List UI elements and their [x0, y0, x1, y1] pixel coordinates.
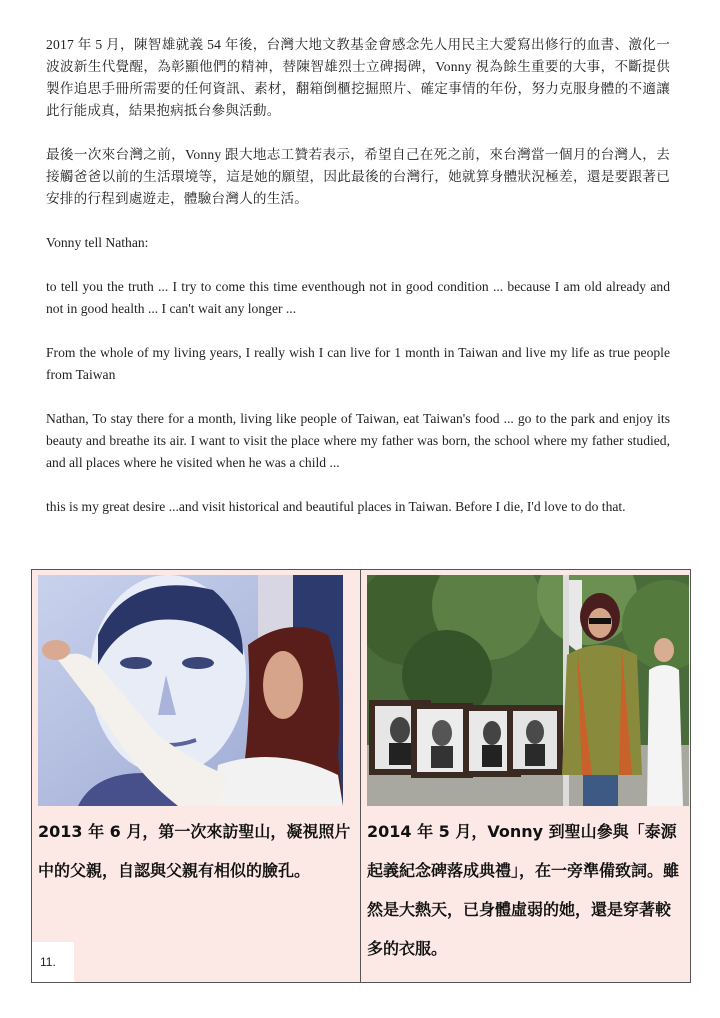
caption-right: 2014 年 5 月，Vonny 到聖山參與「泰源起義紀念碑落成典禮」，在一旁準備致詞。雖然是大熱天，已身體虛弱的她，還是穿著較多的衣服。: [367, 822, 680, 958]
photo-portrait-wall-image: [38, 575, 343, 806]
paragraph-7: this is my great desire ...and visit historical and beautiful places in Taiwan. Before I die, I'd love to do that.: [46, 499, 626, 514]
page-number: 11.: [32, 942, 74, 982]
photo-cell-right: [361, 570, 690, 982]
paragraph-5: From the whole of my living years, I really wish I can live for 1 month in Taiwan and live my life as true people from Taiwan: [46, 345, 670, 382]
photo-ceremony: [367, 575, 689, 806]
photo-cell-left: [32, 570, 361, 982]
paragraph-4: to tell you the truth ... I try to come this time eventhough not in good condition ... because I am old already and not in good health ... I can't wait any longer ...: [46, 279, 670, 316]
paragraph-2: 最後一次來台灣之前，Vonny 跟大地志工贊若表示，希望自己在死之前，來台灣當一個月的台灣人，去接觸爸爸以前的生活環境等，這是她的願望，因此最後的台灣行，她就算身體狀況極差，還是要跟著已安排的行程到處遊走，體驗台灣人的生活。: [46, 147, 670, 206]
photo-ceremony-image: [367, 575, 689, 806]
caption-left: 2013 年 6 月，第一次來訪聖山，凝視照片中的父親，自認與父親有相似的臉孔。: [38, 822, 351, 880]
paragraph-1: 2017 年 5 月，陳智雄就義 54 年後，台灣大地文教基金會感念先人用民主大愛寫出修行的血書、激化一波波新生代覺醒，為彰顯他們的精神，替陳智雄烈士立碑揭碑，Vonny 視為餘生重要的大事，不斷提供製作追思手冊所需要的任何資訊、素材，翻箱倒櫃挖掘照片、確定事情的年份，努力克服身體的不適讓此行能成真，結果抱病抵台參與活動。: [46, 37, 670, 118]
body-text: [46, 34, 670, 540]
photo-portrait-wall: [38, 575, 343, 806]
paragraph-6: Nathan, To stay there for a month, living like people of Taiwan, eat Taiwan's food ... go to the park and enjoy its beauty and breathe its air. I want to visit the place where my father was born, the school where my father studied, and all places where he visited when he was a child ...: [46, 411, 670, 470]
photo-table: [31, 569, 691, 983]
paragraph-3: Vonny tell Nathan:: [46, 235, 149, 250]
